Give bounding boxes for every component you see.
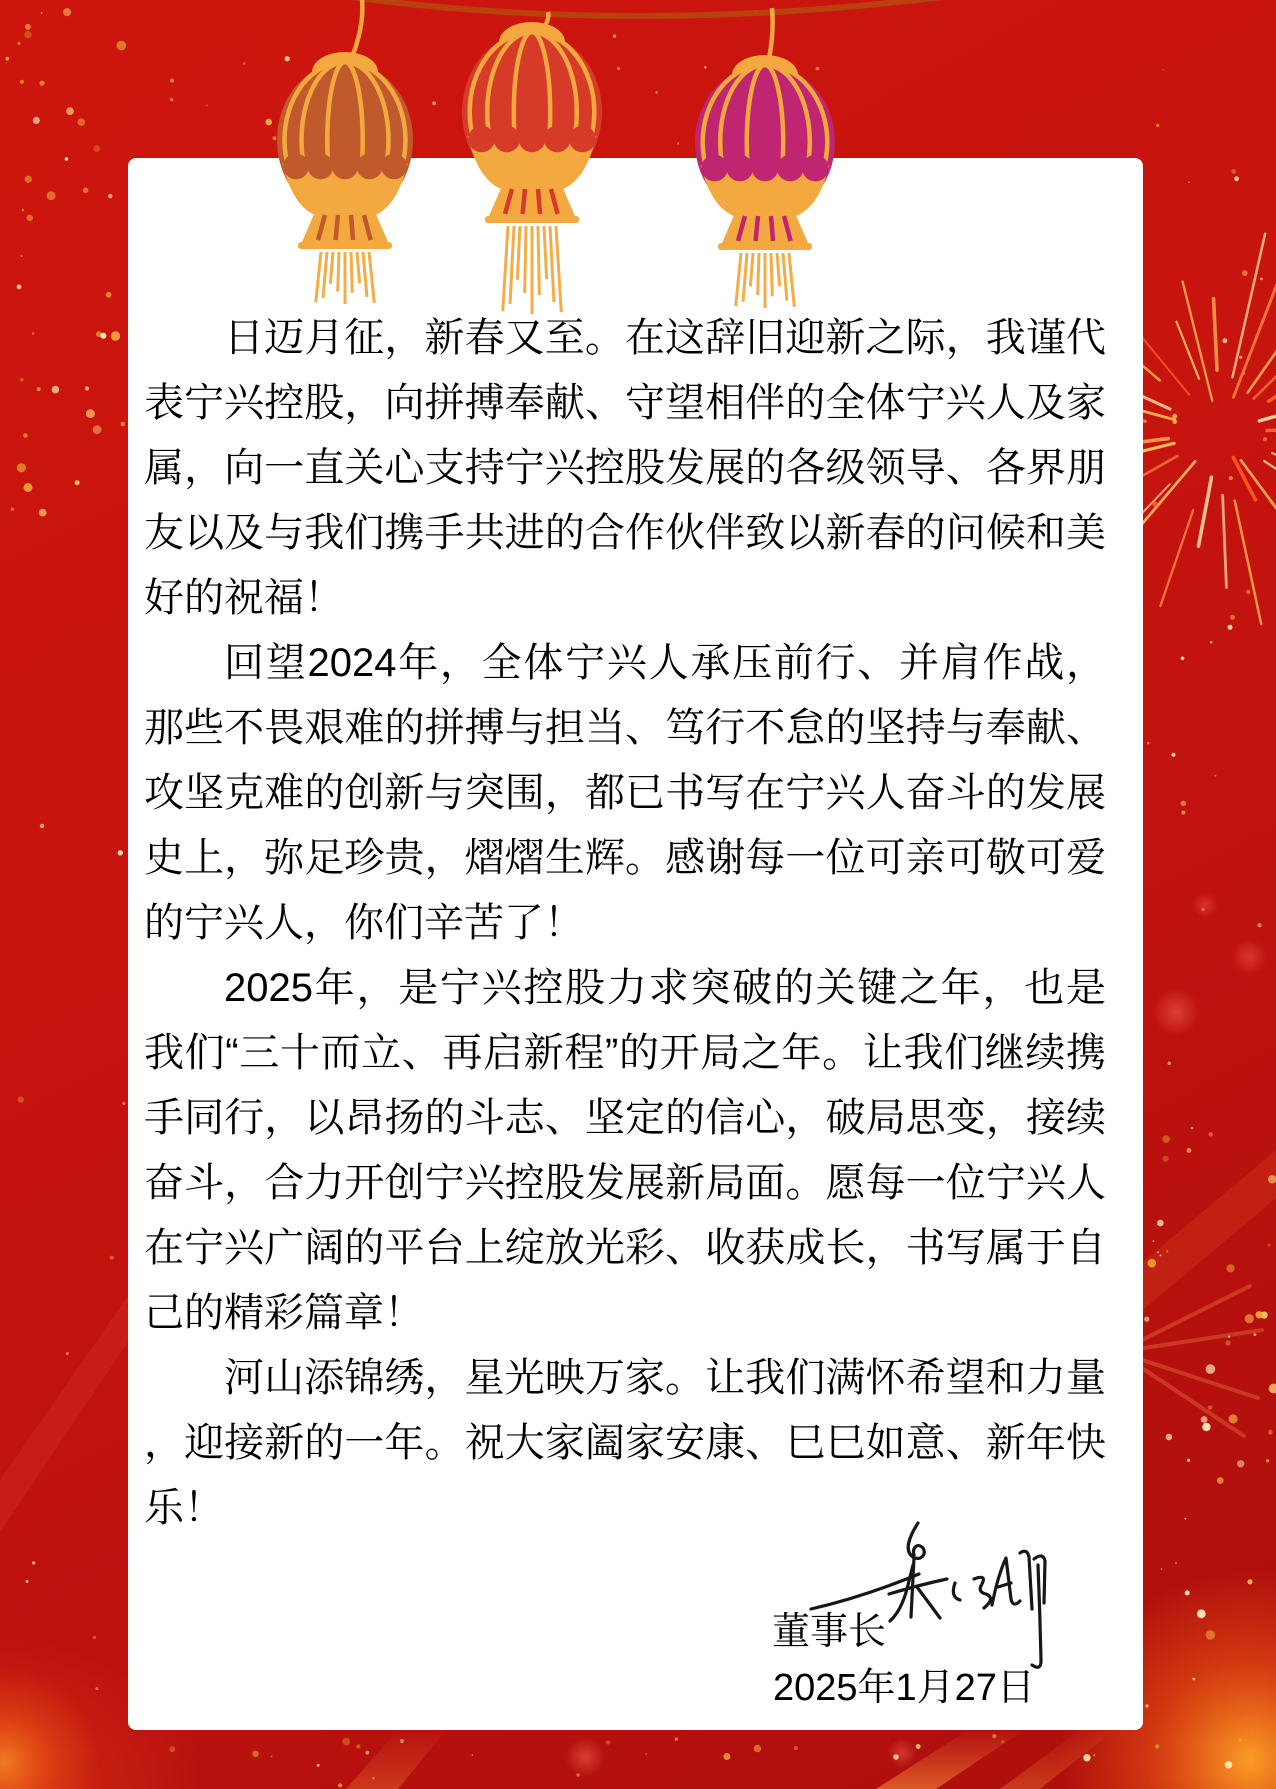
letter-paragraph: 回望2024年，全体宁兴人承压前行、并肩作战，那些不畏艰难的拼搏与担当、笃行不怠的坚持与奉献、攻坚克难的创新与突围，都已书写在宁兴人奋斗的发展史上，弥足珍贵，熠熠生辉。感谢每一位可亲可敬可爱的宁兴人，你们辛苦了！: [144, 641, 1106, 945]
lantern-orange-icon: [277, 0, 413, 304]
letter-date: 2025年1月27日: [773, 1667, 1035, 1709]
letter-paragraph: 日迈月征，新春又至。在这辞旧迎新之际，我谨代表宁兴控股，向拼搏奉献、守望相伴的全体宁兴人及家属，向一直关心支持宁兴控股发展的各级领导、各界朋友以及与我们携手共进的合作伙伴致以新春的问候和美好的祝福！: [144, 316, 1106, 620]
letter-paragraph: 河山添锦绣，星光映万家。让我们满怀希望和力量，迎接新的一年。祝大家阖家安康、巳巳如意、新年快乐！: [144, 1356, 1106, 1530]
signer-title: 董事长: [772, 1611, 887, 1653]
lantern-magenta-icon: [695, 8, 835, 308]
garland-line: [278, 0, 1022, 16]
lantern-red-icon: [462, 12, 602, 314]
letter-paragraph: 2025年，是宁兴控股力求突破的关键之年，也是我们“三十而立、再启新程”的开局之年。让我们继续携手同行，以昂扬的斗志、坚定的信心，破局思变，接续奋斗，合力开创宁兴控股发展新局面。愿每一位宁兴人在宁兴广阔的平台上绽放光彩、收获成长，书写属于自己的精彩篇章！: [144, 966, 1106, 1335]
